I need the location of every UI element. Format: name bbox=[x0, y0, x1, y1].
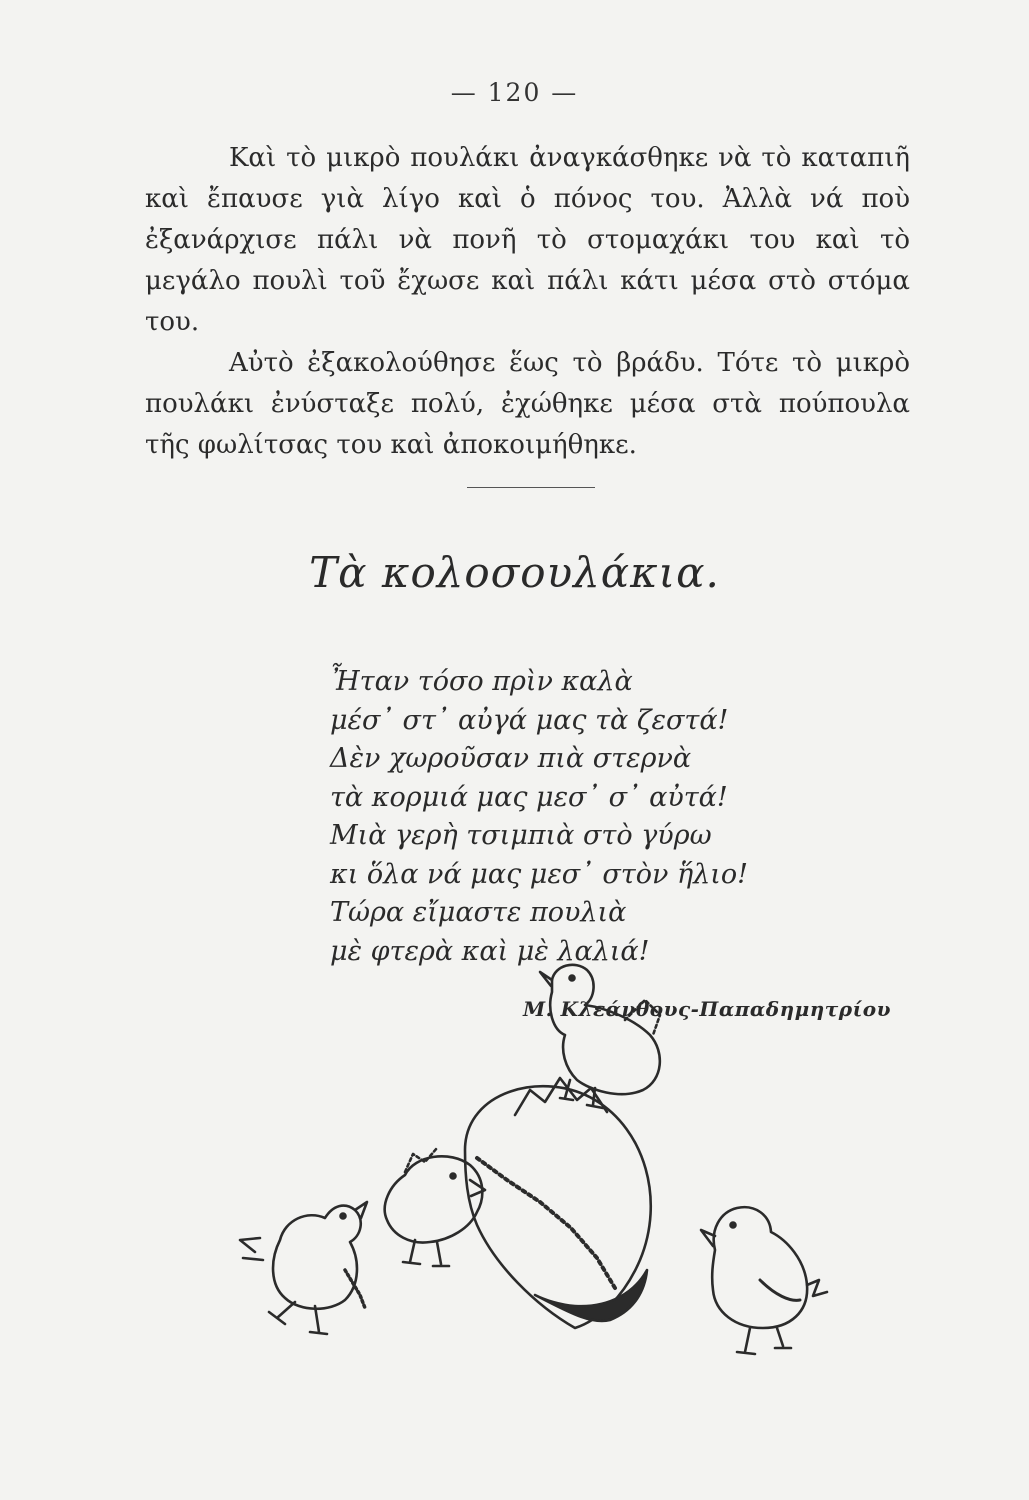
poem-line: μέσ᾽ στ᾽ αὐγά μας τὰ ζεστά! bbox=[330, 704, 729, 736]
poem-line: Τώρα εἴμαστε πουλιὰ bbox=[330, 897, 627, 928]
chicks-and-eggshell-icon bbox=[215, 940, 855, 1420]
prose-paragraph-2: Αὐτὸ ἐξακολούθησε ἕως τὸ βράδυ. Τότε τὸ μικρὸ πουλάκι ἐνύσταξε πολύ, ἐχώθηκε μέσα στὰ πούπουλα τῆς φωλίτσας του καὶ ἀποκοιμήθηκε. bbox=[145, 348, 910, 460]
poem-line: μὲ φτερὰ καὶ μὲ λαλιά! bbox=[330, 935, 650, 967]
poem-line: τὰ κορμιά μας μεσ᾽ σ᾽ αὐτά! bbox=[330, 781, 728, 813]
poem-line: Ἦταν τόσο πρὶν καλὰ bbox=[330, 666, 633, 697]
poem-author: Μ. Κλεάνθους-Παπαδημητρίου bbox=[523, 997, 891, 1021]
eggshell-outline bbox=[465, 1086, 651, 1328]
chick-right bbox=[701, 1207, 827, 1354]
prose-text bbox=[145, 138, 910, 466]
eggshell-rim bbox=[477, 1158, 615, 1288]
page-number: — 120 — bbox=[450, 78, 579, 107]
section-divider bbox=[467, 487, 595, 488]
poem-line: Μιὰ γερὴ τσιμπιὰ στὸ γύρω bbox=[330, 820, 712, 851]
chick-left bbox=[240, 1202, 367, 1334]
poem-title: Τὰ κολοσουλάκια. bbox=[309, 548, 720, 597]
prose-paragraph-1: Καὶ τὸ μικρὸ πουλάκι ἀναγκάσθηκε νὰ τὸ καταπιῆ καὶ ἔπαυσε γιὰ λίγο καὶ ὁ πόνος του. Ἀλλὰ νά ποὺ ἐξανάρχισε πάλι νὰ πονῆ τὸ στομαχάκι του καὶ τὸ μεγάλο πουλὶ τοῦ ἔχωσε καὶ πάλι κάτι μέσα στὸ στόμα του. bbox=[145, 143, 910, 337]
poem-line: κι ὅλα νά μας μεσ᾽ στὸν ἥλιο! bbox=[330, 858, 748, 890]
poem-line: Δὲν χωροῦσαν πιὰ στερνὰ bbox=[330, 743, 692, 774]
poem-body bbox=[330, 663, 748, 971]
